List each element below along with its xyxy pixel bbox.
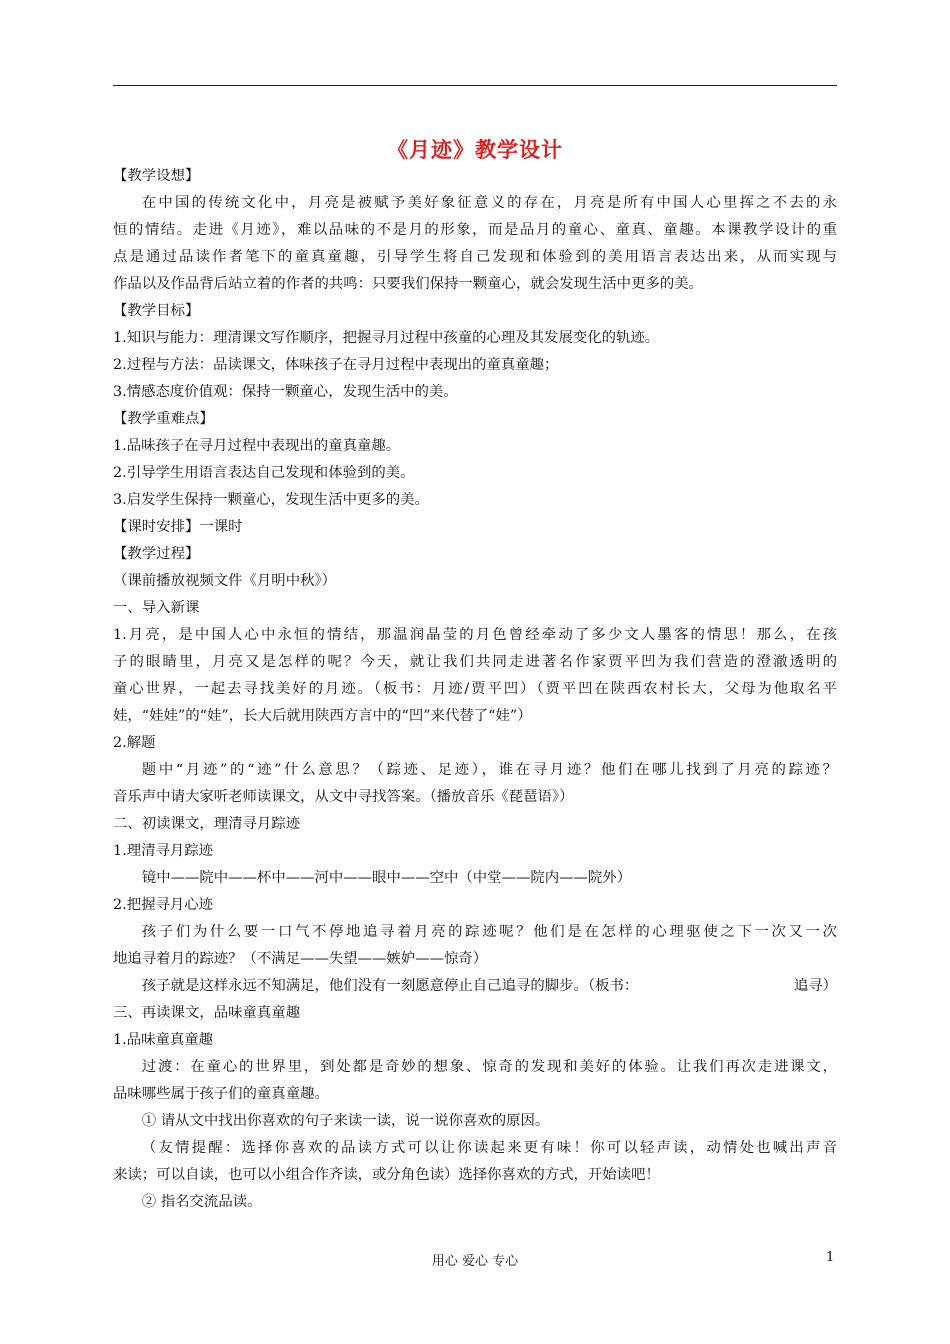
paragraph-line: 童心世界，一起去寻找美好的月迹。（板书：月迹/贾平凹）（贾平凹在陕西农村长大，父母为他取名平 (113, 681, 837, 697)
section-heading-process: 【教学过程】 (113, 546, 200, 562)
paragraph-line-with-gap (113, 973, 837, 1000)
paragraph-line: 孩子们为什么要一口气不停地追寻着月亮的踪迹呢？他们是在怎样的心理驱使之下一次又一次 (141, 924, 837, 940)
item-heading: 2.解题 (113, 735, 156, 751)
section-heading-design-concept: 【教学设想】 (113, 168, 200, 184)
pre-class-note: （课前播放视频文件《月明中秋》） (113, 573, 337, 589)
paragraph-line: 品味哪些属于孩子们的童真童趣。 (113, 1086, 329, 1102)
objective-item: 1.知识与能力：理清课文写作顺序，把握寻月过程中孩童的心理及其发展变化的轨迹。 (113, 330, 660, 346)
paragraph-line: 题中“月迹”的“迹”什么意思？（踪迹、足迹），谁在寻月迹？他们在哪儿找到了月亮的踪迹？ (141, 762, 837, 778)
section-heading-key-points: 【教学重难点】 (113, 411, 214, 427)
paragraph-line: 点是通过品读作者笔下的童真童趣，引导学生将自己发现和体验到的美用语言表达出来，从而实现与 (113, 249, 837, 265)
section-heading-objectives: 【教学目标】 (113, 303, 200, 319)
key-point-item: 3.启发学生保持一颗童心，发现生活中更多的美。 (113, 492, 429, 508)
paragraph-line: 镜中——院中——杯中——河中——眼中——空中（中堂——院内——院外） (141, 870, 632, 886)
document-title: 《月迹》教学设计 (387, 138, 563, 162)
paragraph-line: 作品以及作品背后站立着的作者的共鸣：只要我们保持一颗童心，就会发现生活中更多的美。 (113, 276, 704, 292)
paragraph-text-end: 追寻） (793, 978, 837, 994)
paragraph-line: （友情提醒：选择你喜欢的品读方式可以让你读起来更有味！你可以轻声读，动情处也喊出声音 (141, 1140, 837, 1156)
objective-item: 2.过程与方法：品读课文，体味孩子在寻月过程中表现出的童真童趣； (113, 357, 559, 373)
paragraph-line: 1.月亮，是中国人心中永恒的情结，那温润晶莹的月色曾经牵动了多少文人墨客的情思！那么，在孩 (113, 627, 837, 643)
item-heading: 1.理清寻月踪迹 (113, 843, 214, 859)
key-point-item: 1.品味孩子在寻月过程中表现出的童真童趣。 (113, 438, 401, 454)
section-schedule: 【课时安排】一课时 (113, 519, 243, 535)
paragraph-line: 来读；可以自读，也可以小组合作齐读，或分角色读）选择你喜欢的方式，开始读吧！ (113, 1167, 660, 1183)
item-heading: 1.品味童真童趣 (113, 1032, 214, 1048)
page-number: 1 (826, 1250, 835, 1265)
step-item: ② 指名交流品读。 (141, 1194, 262, 1210)
paragraph-line: 过渡：在童心的世界里，到处都是奇妙的想象、惊奇的发现和美好的体验。让我们再次走进课文， (141, 1059, 837, 1075)
part-heading-intro: 一、导入新课 (113, 600, 200, 616)
document-body (113, 163, 837, 1216)
part-heading-first-reading: 二、初读课文，理清寻月踪迹 (113, 816, 301, 832)
item-heading: 2.把握寻月心迹 (113, 897, 214, 913)
paragraph-line: 娃，“娃娃”的“娃”，长大后就用陕西方言中的“凹”来代替了“娃”） (113, 708, 532, 724)
paragraph-line: 子的眼睛里，月亮又是怎样的呢？今天，就让我们共同走进著名作家贾平凹为我们营造的澄澈透明的 (113, 654, 837, 670)
objective-item: 3.情感态度价值观：保持一颗童心，发现生活中的美。 (113, 384, 458, 400)
page-footer-motto: 用心 爱心 专心 (431, 1254, 519, 1269)
paragraph-line: 地追寻着月的踪迹？（不满足——失望——嫉妒——惊奇） (113, 951, 488, 967)
step-item: ① 请从文中找出你喜欢的句子来读一读，说一说你喜欢的原因。 (141, 1113, 550, 1129)
paragraph-text: 孩子就是这样永远不知满足，他们没有一刻愿意停止自己追寻的脚步。（板书： (141, 978, 639, 994)
paragraph-line: 在中国的传统文化中，月亮是被赋予美好象征意义的存在，月亮是所有中国人心里挥之不去的永 (141, 195, 837, 211)
key-point-item: 2.引导学生用语言表达自己发现和体验到的美。 (113, 465, 415, 481)
header-rule (113, 85, 837, 86)
paragraph-line: 恒的情结。走进《月迹》，难以品味的不是月的形象，而是品月的童心、童真、童趣。本课教学设计的重 (113, 222, 837, 238)
paragraph-line: 音乐声中请大家听老师读课文，从文中寻找答案。（播放音乐《琵琶语》） (113, 789, 574, 805)
part-heading-second-reading: 三、再读课文，品味童真童趣 (113, 1005, 301, 1021)
